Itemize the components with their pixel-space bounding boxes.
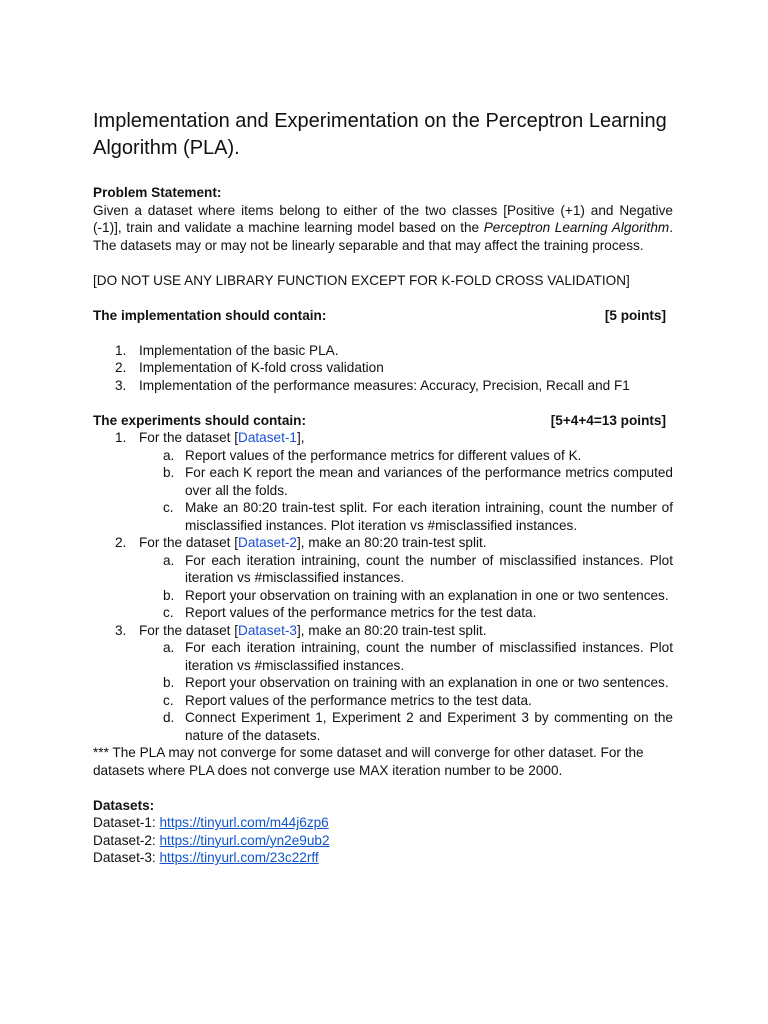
list-text: Implementation of the basic PLA. (139, 342, 339, 358)
sub-marker: a. (163, 640, 175, 655)
datasets-heading: Datasets: (93, 797, 155, 813)
list-item (93, 342, 673, 360)
implementation-list (93, 342, 673, 395)
sub-item (93, 464, 673, 499)
experiments-heading: The experiments should contain: (93, 412, 306, 428)
list-text: For the dataset [ (139, 535, 238, 550)
problem-text (93, 202, 673, 255)
sub-item (93, 639, 673, 674)
sub-marker: b. (163, 675, 175, 690)
sub-item (93, 709, 673, 744)
list-item (93, 359, 673, 377)
experiment-item-1 (93, 429, 673, 447)
problem-text-part1: Given a dataset where items belong to either of the two classes [Positive (+1) and Negative (-1)], train and validate a machine learning model based on the (93, 202, 673, 235)
sub-marker: b. (163, 465, 175, 480)
document-title: Implementation and Experimentation on the Perceptron Learning Algorithm (PLA). (93, 110, 667, 159)
sub-text: For each iteration intraining, count the number of misclassified instances. Plot iteration vs #misclassified instances. (185, 552, 673, 585)
list-text: For the dataset [ (139, 430, 238, 445)
list-text: ], make an 80:20 train-test split. (296, 622, 487, 638)
restriction-note: [DO NOT USE ANY LIBRARY FUNCTION EXCEPT FOR K-FOLD CROSS VALIDATION] (93, 272, 630, 288)
sub-text: Report values of the performance metrics for the test data. (185, 605, 537, 620)
list-number: 1. (115, 342, 127, 358)
sub-text: Report values of the performance metrics to the test data. (185, 692, 532, 708)
sub-item (93, 447, 673, 465)
sub-item (93, 552, 673, 587)
sub-item (93, 587, 673, 605)
sub-marker: a. (163, 447, 175, 463)
list-text: Implementation of K-fold cross validation (139, 360, 384, 375)
dataset-1-url-link[interactable]: https://tinyurl.com/m44j6zp6 (159, 815, 329, 830)
list-number: 3. (115, 377, 127, 393)
problem-text-italic: Perceptron Learning Algorithm (483, 220, 670, 235)
sub-item (93, 604, 673, 622)
sub-text: Make an 80:20 train-test split. For each iteration intraining, count the number of misclassified instances. Plot iteration vs #misclassified instances. (185, 500, 673, 533)
experiments-header (93, 412, 666, 430)
sub-marker: c. (163, 500, 174, 515)
sub-item (93, 499, 673, 534)
sub-text: For each K report the mean and variances of the performance metrics computed over all the folds. (185, 465, 673, 498)
implementation-points: [5 points] (604, 307, 666, 323)
list-text: ], make an 80:20 train-test split. (296, 535, 487, 550)
sub-marker: a. (163, 552, 175, 568)
list-number: 1. (115, 430, 127, 445)
sub-text: Report your observation on training with an explanation in one or two sentences. (185, 587, 669, 603)
dataset-row (93, 849, 673, 867)
sub-text: Report your observation on training with an explanation in one or two sentences. (185, 675, 669, 690)
sub-text: Connect Experiment 1, Experiment 2 and Experiment 3 by commenting on the nature of the datasets. (185, 710, 673, 743)
sub-text: For each iteration intraining, count the number of misclassified instances. Plot iteration vs #misclassified instances. (185, 640, 673, 673)
dataset-2-url-link[interactable]: https://tinyurl.com/yn2e9ub2 (159, 832, 330, 848)
problem-heading: Problem Statement: (93, 185, 222, 200)
list-number: 2. (115, 535, 127, 550)
sub-item (93, 674, 673, 692)
implementation-heading: The implementation should contain: (93, 307, 327, 323)
sub-marker: c. (163, 605, 174, 620)
list-text: For the dataset [ (139, 622, 238, 638)
experiment-item-2 (93, 534, 673, 552)
dataset-label: Dataset-2: (93, 832, 160, 848)
experiments-list (93, 429, 673, 744)
dataset-row (93, 832, 673, 850)
list-number: 2. (115, 360, 127, 375)
problem-text-part2: . The datasets may or may not be linearly separable and that may affect the training process. (93, 220, 674, 253)
dataset-row (93, 814, 673, 832)
sub-marker: c. (163, 692, 174, 708)
sub-marker: b. (163, 587, 175, 603)
sub-marker: d. (163, 710, 175, 725)
experiment-item-3 (93, 622, 673, 640)
list-number: 3. (115, 622, 127, 638)
list-item (93, 377, 673, 395)
list-text: ], (296, 430, 305, 445)
implementation-header (93, 307, 666, 325)
dataset-2-link[interactable]: Dataset-2 (238, 535, 297, 550)
list-text: Implementation of the performance measures: Accuracy, Precision, Recall and F1 (139, 377, 630, 393)
sub-item (93, 692, 673, 710)
dataset-1-link[interactable]: Dataset-1 (238, 430, 297, 445)
sub-text: Report values of the performance metrics for different values of K. (185, 447, 582, 463)
dataset-3-link[interactable]: Dataset-3 (238, 622, 297, 638)
convergence-note: *** The PLA may not converge for some dataset and will converge for other dataset. For the datasets where PLA does not converge use MAX iteration number to be 2000. (93, 745, 644, 778)
dataset-3-url-link[interactable]: https://tinyurl.com/23c22rff (159, 850, 319, 865)
experiments-points: [5+4+4=13 points] (550, 412, 666, 428)
document-body (93, 184, 673, 867)
dataset-label: Dataset-3: (93, 850, 160, 865)
dataset-label: Dataset-1: (93, 815, 160, 830)
